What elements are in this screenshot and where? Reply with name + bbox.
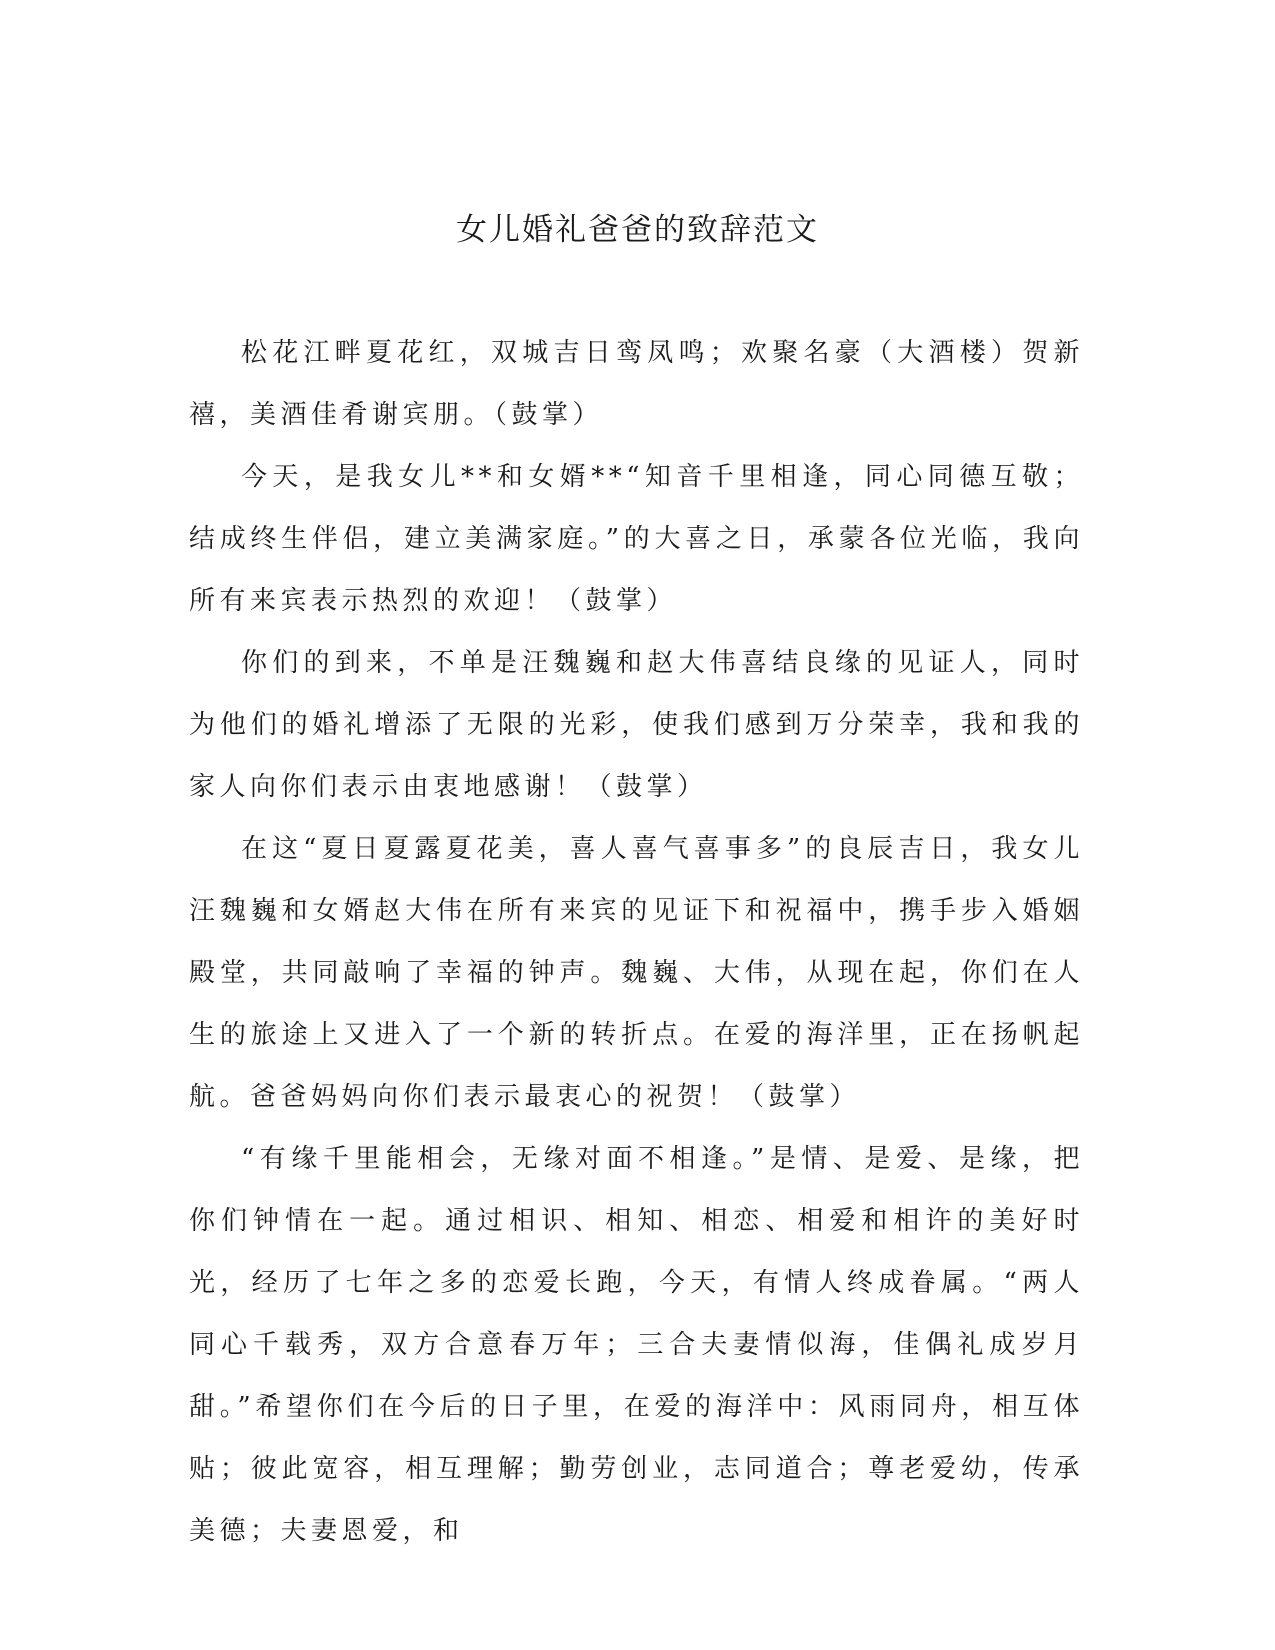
paragraph-3: 你们的到来，不单是汪魏巍和赵大伟喜结良缘的见证人，同时为他们的婚礼增添了无限的光彩，使我们感到万分荣幸，我和我的家人向你们表示由衷地感谢！（鼓掌）: [189, 648, 1084, 802]
paragraph-4: 在这“夏日夏露夏花美，喜人喜气喜事多”的良辰吉日，我女儿汪魏巍和女婿赵大伟在所有来宾的见证下和祝福中，携手步入婚姻殿堂，共同敲响了幸福的钟声。魏巍、大伟，从现在起，你们在人生的旅途上又进入了一个新的转折点。在爱的海洋里，正在扬帆起航。爸爸妈妈向你们表示最衷心的祝贺！（鼓掌）: [189, 834, 1084, 1112]
paragraph-2: 今天，是我女儿**和女婿**“知音千里相逢，同心同德互敬；结成终生伴侣，建立美满家庭。”的大喜之日，承蒙各位光临，我向所有来宾表示热烈的欢迎！（鼓掌）: [189, 462, 1084, 616]
paragraph-1: 松花江畔夏花红，双城吉日鸾凤鸣；欢聚名豪（大酒楼）贺新禧，美酒佳肴谢宾朋。（鼓掌）: [189, 338, 1084, 430]
paragraph-5: “有缘千里能相会，无缘对面不相逢。”是情、是爱、是缘，把你们钟情在一起。通过相识、相知、相恋、相爱和相许的美好时光，经历了七年之多的恋爱长跑，今天，有情人终成眷属。“两人同心千载秀，双方合意春万年；三合夫妻情似海，佳偶礼成岁月甜。”希望你们在今后的日子里，在爱的海洋中：风雨同舟，相互体贴；彼此宽容，相互理解；勤劳创业，志同道合；尊老爱幼，传承美德；夫妻恩爱，和: [189, 1144, 1084, 1546]
document-body: [189, 322, 1084, 1562]
document-title: 女儿婚礼爸爸的致辞范文: [456, 212, 819, 248]
